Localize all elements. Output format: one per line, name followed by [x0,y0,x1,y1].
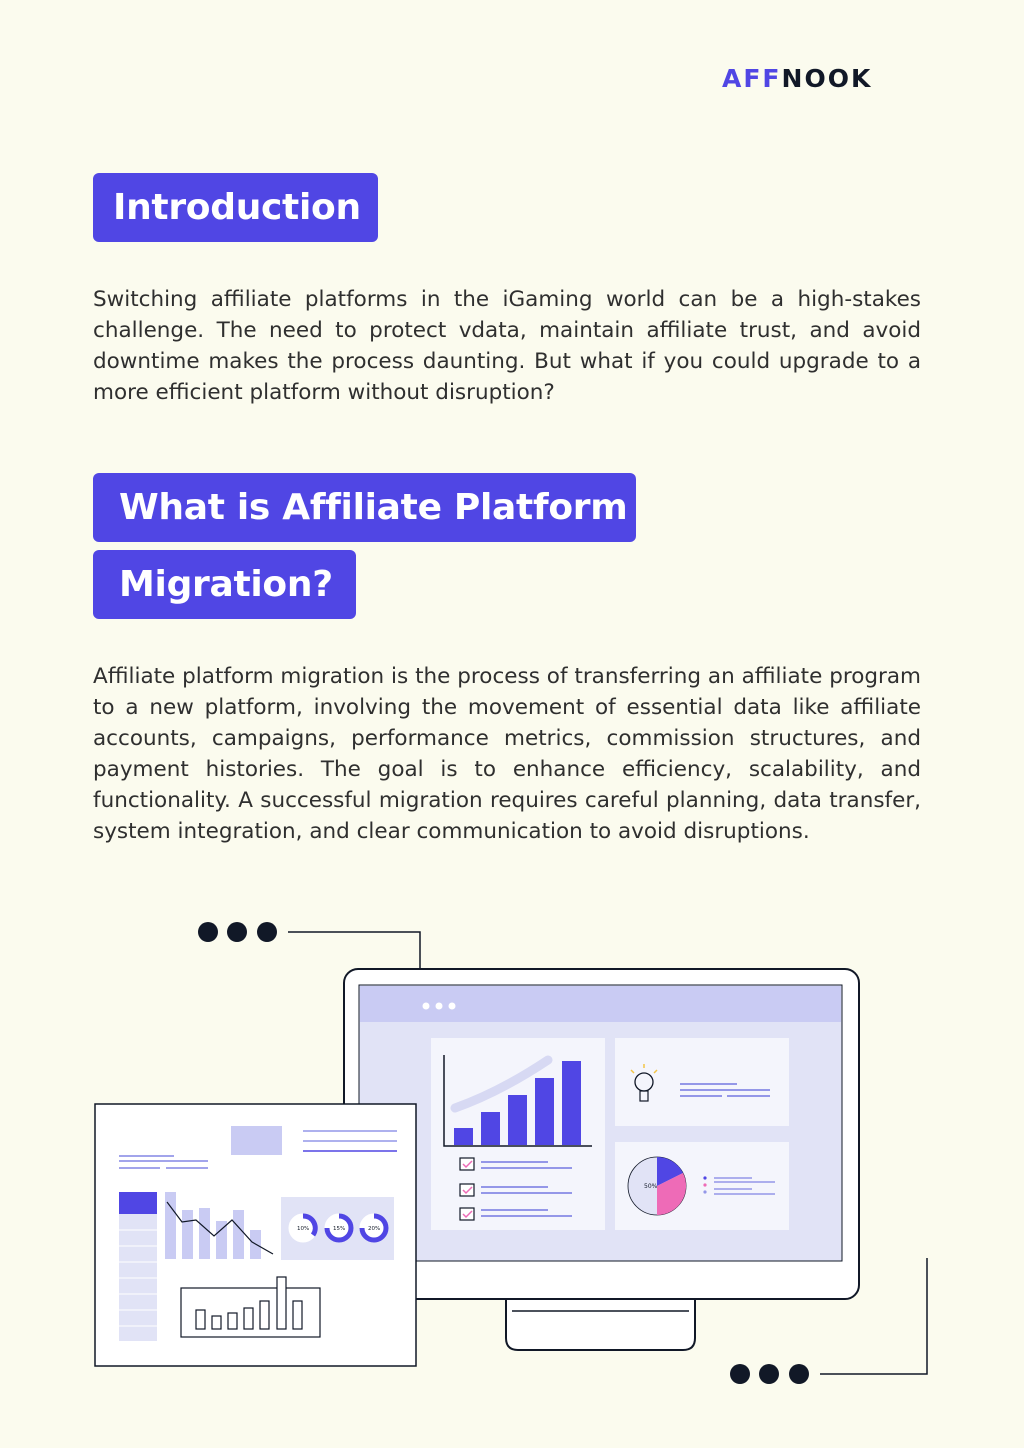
section-heading-line-1: What is Affiliate Platform [93,473,636,542]
section-heading-line-2: Migration? [93,550,356,619]
brand-logo-part2: NOOK [781,63,873,93]
svg-text:15%: 15% [333,1226,346,1232]
donut-charts [291,1216,386,1240]
introduction-paragraph: Switching affiliate platforms in the iGaming world can be a high-stakes challenge. The need to protect vdata, maintain affiliate trust, and avoid downtime makes the process daunting. But what if you could upgrade to a more efficient platform without disruption? [93,287,921,405]
dashboard-document [95,1104,416,1366]
svg-text:10%: 10% [297,1226,310,1232]
section-heading-introduction: Introduction [93,173,378,242]
connector-line-top [288,932,420,968]
dots-icon-top [198,922,277,942]
monitor-icon [344,969,859,1350]
pie-chart [628,1157,686,1215]
dots-icon-bottom [730,1364,809,1384]
svg-text:20%: 20% [368,1226,381,1232]
migration-paragraph: Affiliate platform migration is the process of transferring an affiliate program to a new platform, involving the movement of essential data like affiliate accounts, campaigns, performance metrics, commission structures, and payment histories. The goal is to enhance efficiency, scalability, and functionality. A successful migration requires careful planning, data transfer, system integration, and clear communication to avoid disruptions. [93,664,921,844]
pie-label: 50% [644,1183,658,1190]
brand-logo-part1: AFF [722,63,782,93]
